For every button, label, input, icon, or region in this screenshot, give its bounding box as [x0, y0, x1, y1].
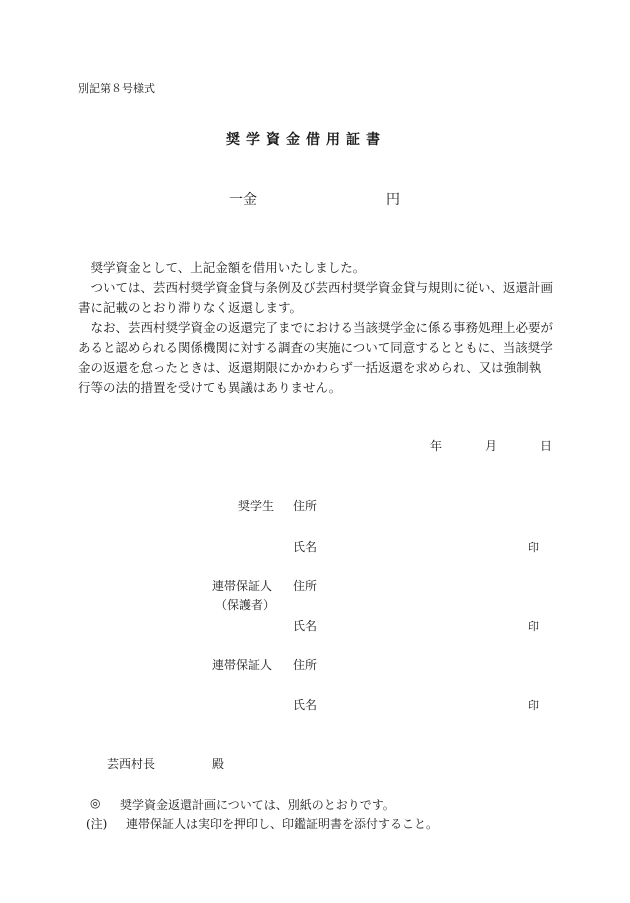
student-label: 奨学生 — [238, 499, 275, 513]
guarantor1-label: 連帯保証人 — [212, 579, 273, 593]
student-name-label: 氏名 — [293, 540, 318, 554]
guarantor1-sublabel: （保護者） — [215, 598, 276, 612]
amount-suffix: 円 — [386, 192, 400, 208]
addressee-honorific: 殿 — [212, 757, 225, 771]
addressee-title: 芸西村長 — [107, 757, 156, 771]
document-title: 奨学資金借用証書 — [226, 132, 386, 148]
body-paragraph-3: なお、芸西村奨学資金の返還完了までにおける当該奨学金に係る事務処理上必要があると認められる関係機関に対する調査の実施について同意するとともに、当該奨学金の返還を怠ったときは、返還期限にかかわらず一括返還を求められ、又は強制執行等の法的措置を受けても異議はありません。 — [78, 320, 554, 395]
body-paragraph-1: 奨学資金として、上記金額を借用いたしました。 — [90, 260, 366, 275]
guarantor1-address-label: 住所 — [293, 579, 318, 593]
guarantor1-seal-mark: 印 — [528, 620, 539, 633]
date-year: 年 — [430, 439, 443, 453]
guarantor2-label: 連帯保証人 — [212, 658, 273, 672]
amount-prefix: 一金 — [229, 192, 257, 208]
body-paragraph-2: ついては、芸西村奨学資金貸与条例及び芸西村奨学資金貸与規則に従い、返還計画書に記載のとおり滞りなく返還します。 — [78, 280, 554, 315]
note-2-mark: (注) — [86, 817, 108, 831]
guarantor2-name-label: 氏名 — [293, 698, 318, 712]
student-seal-mark: 印 — [528, 541, 539, 554]
note-1-mark: ◎ — [90, 796, 101, 810]
date-day: 日 — [540, 439, 553, 453]
date-month: 月 — [485, 439, 498, 453]
form-number: 別記第８号様式 — [78, 82, 155, 95]
note-1-text: 奨学資金返還計画については、別紙のとおりです。 — [120, 798, 395, 812]
guarantor2-seal-mark: 印 — [528, 699, 539, 712]
student-address-label: 住所 — [293, 499, 318, 513]
guarantor2-address-label: 住所 — [293, 658, 318, 672]
guarantor1-name-label: 氏名 — [293, 619, 318, 633]
body-text — [78, 258, 553, 398]
note-2-text: 連帯保証人は実印を押印し、印鑑証明書を添付すること。 — [126, 817, 439, 831]
